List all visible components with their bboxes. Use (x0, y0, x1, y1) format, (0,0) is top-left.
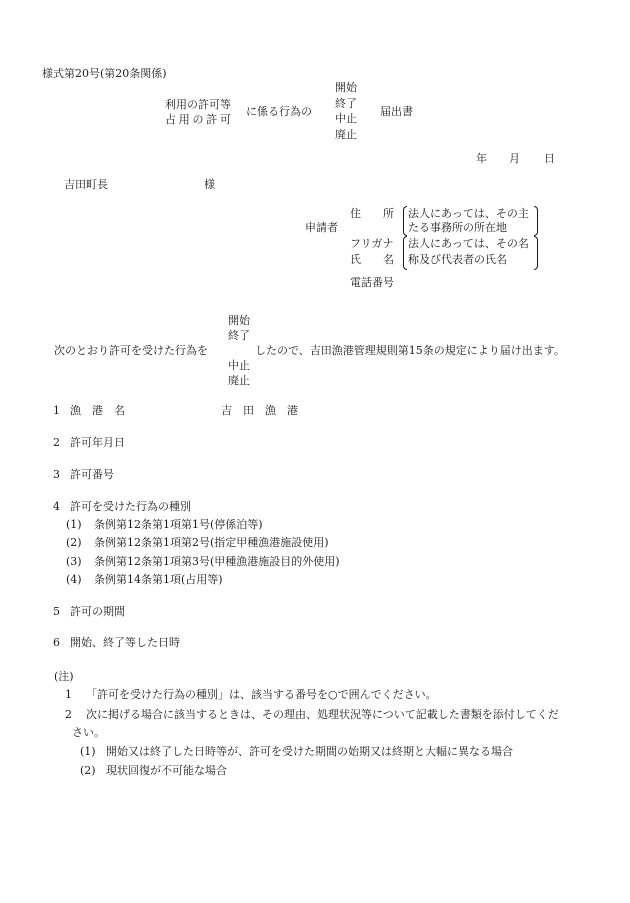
item-6-label: 開始、終了等した日時 (70, 636, 180, 649)
furigana-label: フリガナ (350, 237, 394, 250)
title-option-end: 終了 (335, 97, 357, 110)
address-note-bracket-left (403, 206, 407, 236)
title-left-bottom: 占用の許可 (165, 113, 231, 126)
item-6-number: 6 (53, 636, 60, 649)
notes-heading: (注) (54, 670, 74, 683)
item-4-sub-2-number: (2) (66, 536, 82, 549)
phone-label: 電話番号 (350, 276, 394, 289)
note-2-sub-2-text: 現状回復が不可能な場合 (106, 764, 227, 777)
note-2-sub-1-text: 開始又は終了した日時等が、許可を受けた期間の始期又は終期と大幅に異なる場合 (106, 745, 513, 758)
item-4-sub-1-text: 条例第12条第1項第1号(停係泊等) (94, 518, 263, 531)
address-label: 住 所 (350, 207, 394, 220)
item-5-number: 5 (53, 605, 60, 618)
item-4-sub-3-text: 条例第12条第1項第3号(甲種漁港施設目的外使用) (94, 555, 340, 568)
address-note-line1: 法人にあっては、その主 (408, 207, 529, 220)
body-option-suspend: 中止 (228, 359, 250, 372)
date-day: 日 (544, 152, 555, 165)
item-4-number: 4 (53, 500, 60, 513)
body-after: したので、吉田漁港管理規則第15条の規定により届け出ます。 (255, 344, 565, 357)
applicant-label: 申請者 (305, 221, 338, 234)
item-4-sub-2-text: 条例第12条第1項第2号(指定甲種漁港施設使用) (94, 536, 329, 549)
item-3-number: 3 (53, 468, 60, 481)
note-1-text: 「許可を受けた行為の種別」は、該当する番号を○で囲んでください。 (86, 688, 437, 701)
name-note-bracket-left (403, 236, 407, 270)
title-right: 届出書 (380, 105, 413, 118)
title-option-suspend: 中止 (335, 112, 357, 125)
title-left-top: 利用の許可等 (165, 98, 231, 111)
title-option-abolish: 廃止 (335, 128, 357, 141)
name-note-line1: 法人にあっては、その名 (408, 237, 529, 250)
title-middle: に係る行為の (246, 105, 312, 118)
item-4-label: 許可を受けた行為の種別 (70, 500, 191, 513)
item-3-label: 許可番号 (70, 468, 114, 481)
form-number: 様式第20号(第20条関係) (42, 67, 167, 80)
note-1-number: 1 (65, 688, 72, 701)
name-note-line2: 称及び代表者の氏名 (408, 253, 507, 266)
note-2-sub-2-number: (2) (80, 764, 96, 777)
note-2-sub-1-number: (1) (80, 745, 96, 758)
item-5-label: 許可の期間 (70, 605, 125, 618)
note-2-number: 2 (65, 708, 72, 721)
name-note-bracket-right (534, 236, 538, 270)
item-1-number: 1 (53, 404, 60, 417)
body-option-end: 終了 (228, 329, 250, 342)
note-2-line1: 次に掲げる場合に該当するときは、その理由、処理状況等について記載した書類を添付してくだ (86, 708, 559, 721)
name-label: 氏 名 (350, 253, 394, 266)
item-1-value: 吉 田 漁 港 (221, 404, 298, 417)
addressee-name: 吉田町長 (64, 178, 108, 191)
item-2-number: 2 (53, 436, 60, 449)
address-note-bracket-right (534, 206, 538, 236)
body-option-start: 開始 (228, 314, 250, 327)
item-4-sub-4-text: 条例第14条第1項(占用等) (94, 573, 223, 586)
date-year: 年 (476, 152, 487, 165)
note-2-line2: さい。 (72, 726, 105, 739)
item-2-label: 許可年月日 (70, 436, 125, 449)
body-before: 次のとおり許可を受けた行為を (54, 344, 208, 357)
item-4-sub-4-number: (4) (66, 573, 82, 586)
address-note-line2: たる事務所の所在地 (408, 221, 507, 234)
item-4-sub-1-number: (1) (66, 518, 82, 531)
addressee-honorific: 様 (204, 178, 215, 191)
title-option-start: 開始 (335, 81, 357, 94)
item-1-label: 漁 港 名 (70, 404, 125, 417)
item-4-sub-3-number: (3) (66, 555, 82, 568)
body-option-abolish: 廃止 (228, 374, 250, 387)
date-month: 月 (509, 152, 520, 165)
